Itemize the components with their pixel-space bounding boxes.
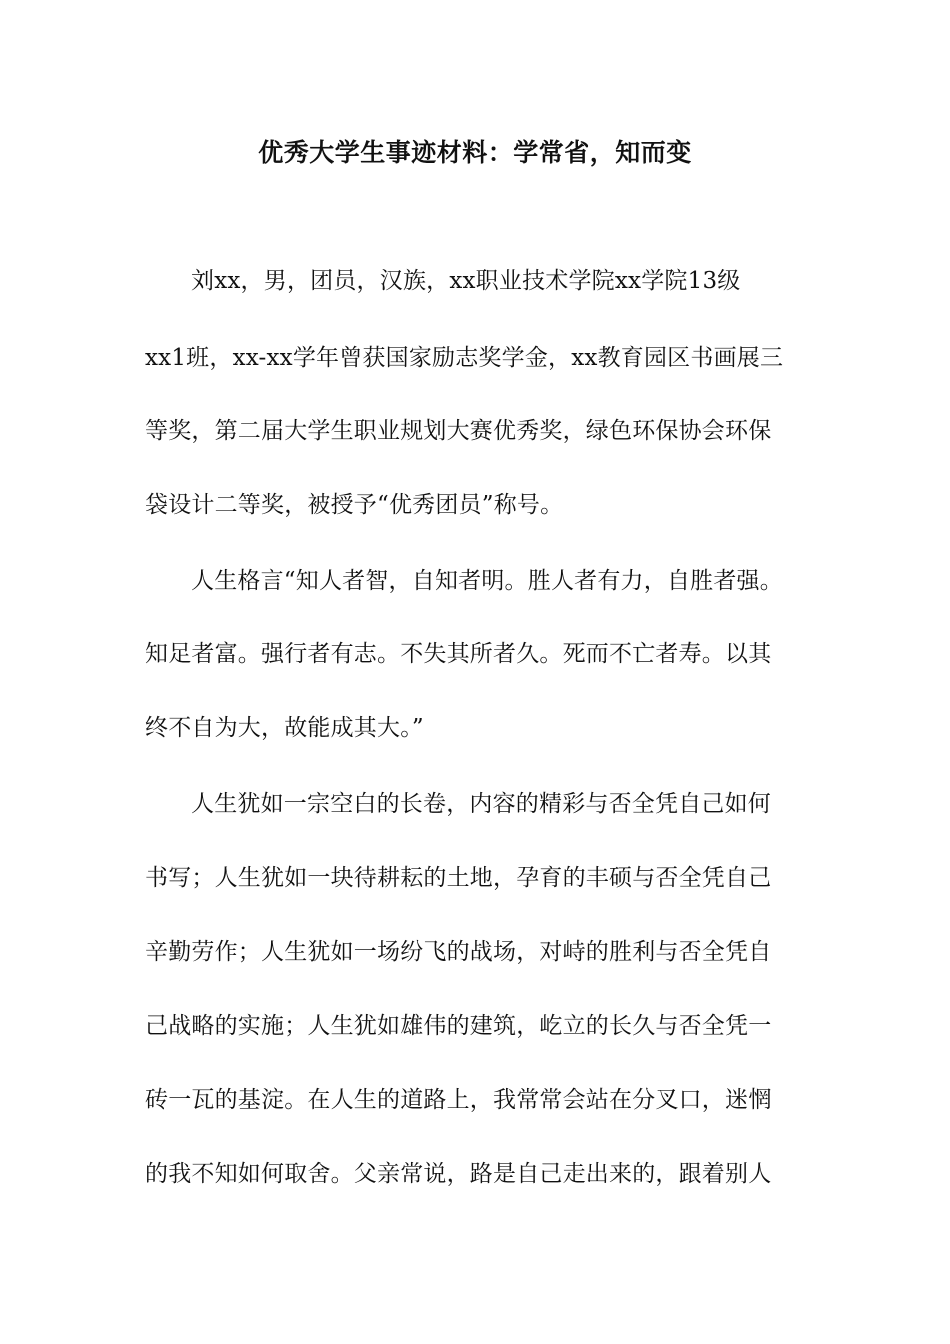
paragraph-line: 人生犹如一宗空白的长卷，内容的精彩与否全凭自己如何	[191, 791, 771, 817]
document-title: 优秀大学生事迹材料：学常省，知而变	[258, 138, 692, 167]
paragraph-line: xx1班，xx-xx学年曾获国家励志奖学金，xx教育园区书画展三	[145, 345, 784, 371]
paragraph-line: 等奖，第二届大学生职业规划大赛优秀奖，绿色环保协会环保	[145, 418, 772, 444]
paragraph-line: 袋设计二等奖，被授予“优秀团员”称号。	[145, 492, 564, 518]
paragraph-line: 知足者富。强行者有志。不失其所者久。死而不亡者寿。以其	[145, 641, 772, 667]
paragraph-line: 终不自为大，故能成其大。”	[145, 715, 424, 741]
paragraph-line: 砖一瓦的基淀。在人生的道路上，我常常会站在分叉口，迷惘	[145, 1087, 772, 1113]
paragraph-line: 刘xx，男，团员，汉族，xx职业技术学院xx学院13级	[191, 268, 741, 294]
paragraph-line: 的我不知如何取舍。父亲常说，路是自己走出来的，跟着别人	[145, 1161, 772, 1187]
paragraph-line: 辛勤劳作；人生犹如一场纷飞的战场，对峙的胜利与否全凭自	[145, 939, 772, 965]
paragraph-line: 书写；人生犹如一块待耕耘的土地，孕育的丰硕与否全凭自己	[145, 865, 772, 891]
paragraph-line: 己战略的实施；人生犹如雄伟的建筑，屹立的长久与否全凭一	[145, 1013, 772, 1039]
paragraph-line: 人生格言“知人者智，自知者明。胜人者有力，自胜者强。	[191, 568, 783, 594]
